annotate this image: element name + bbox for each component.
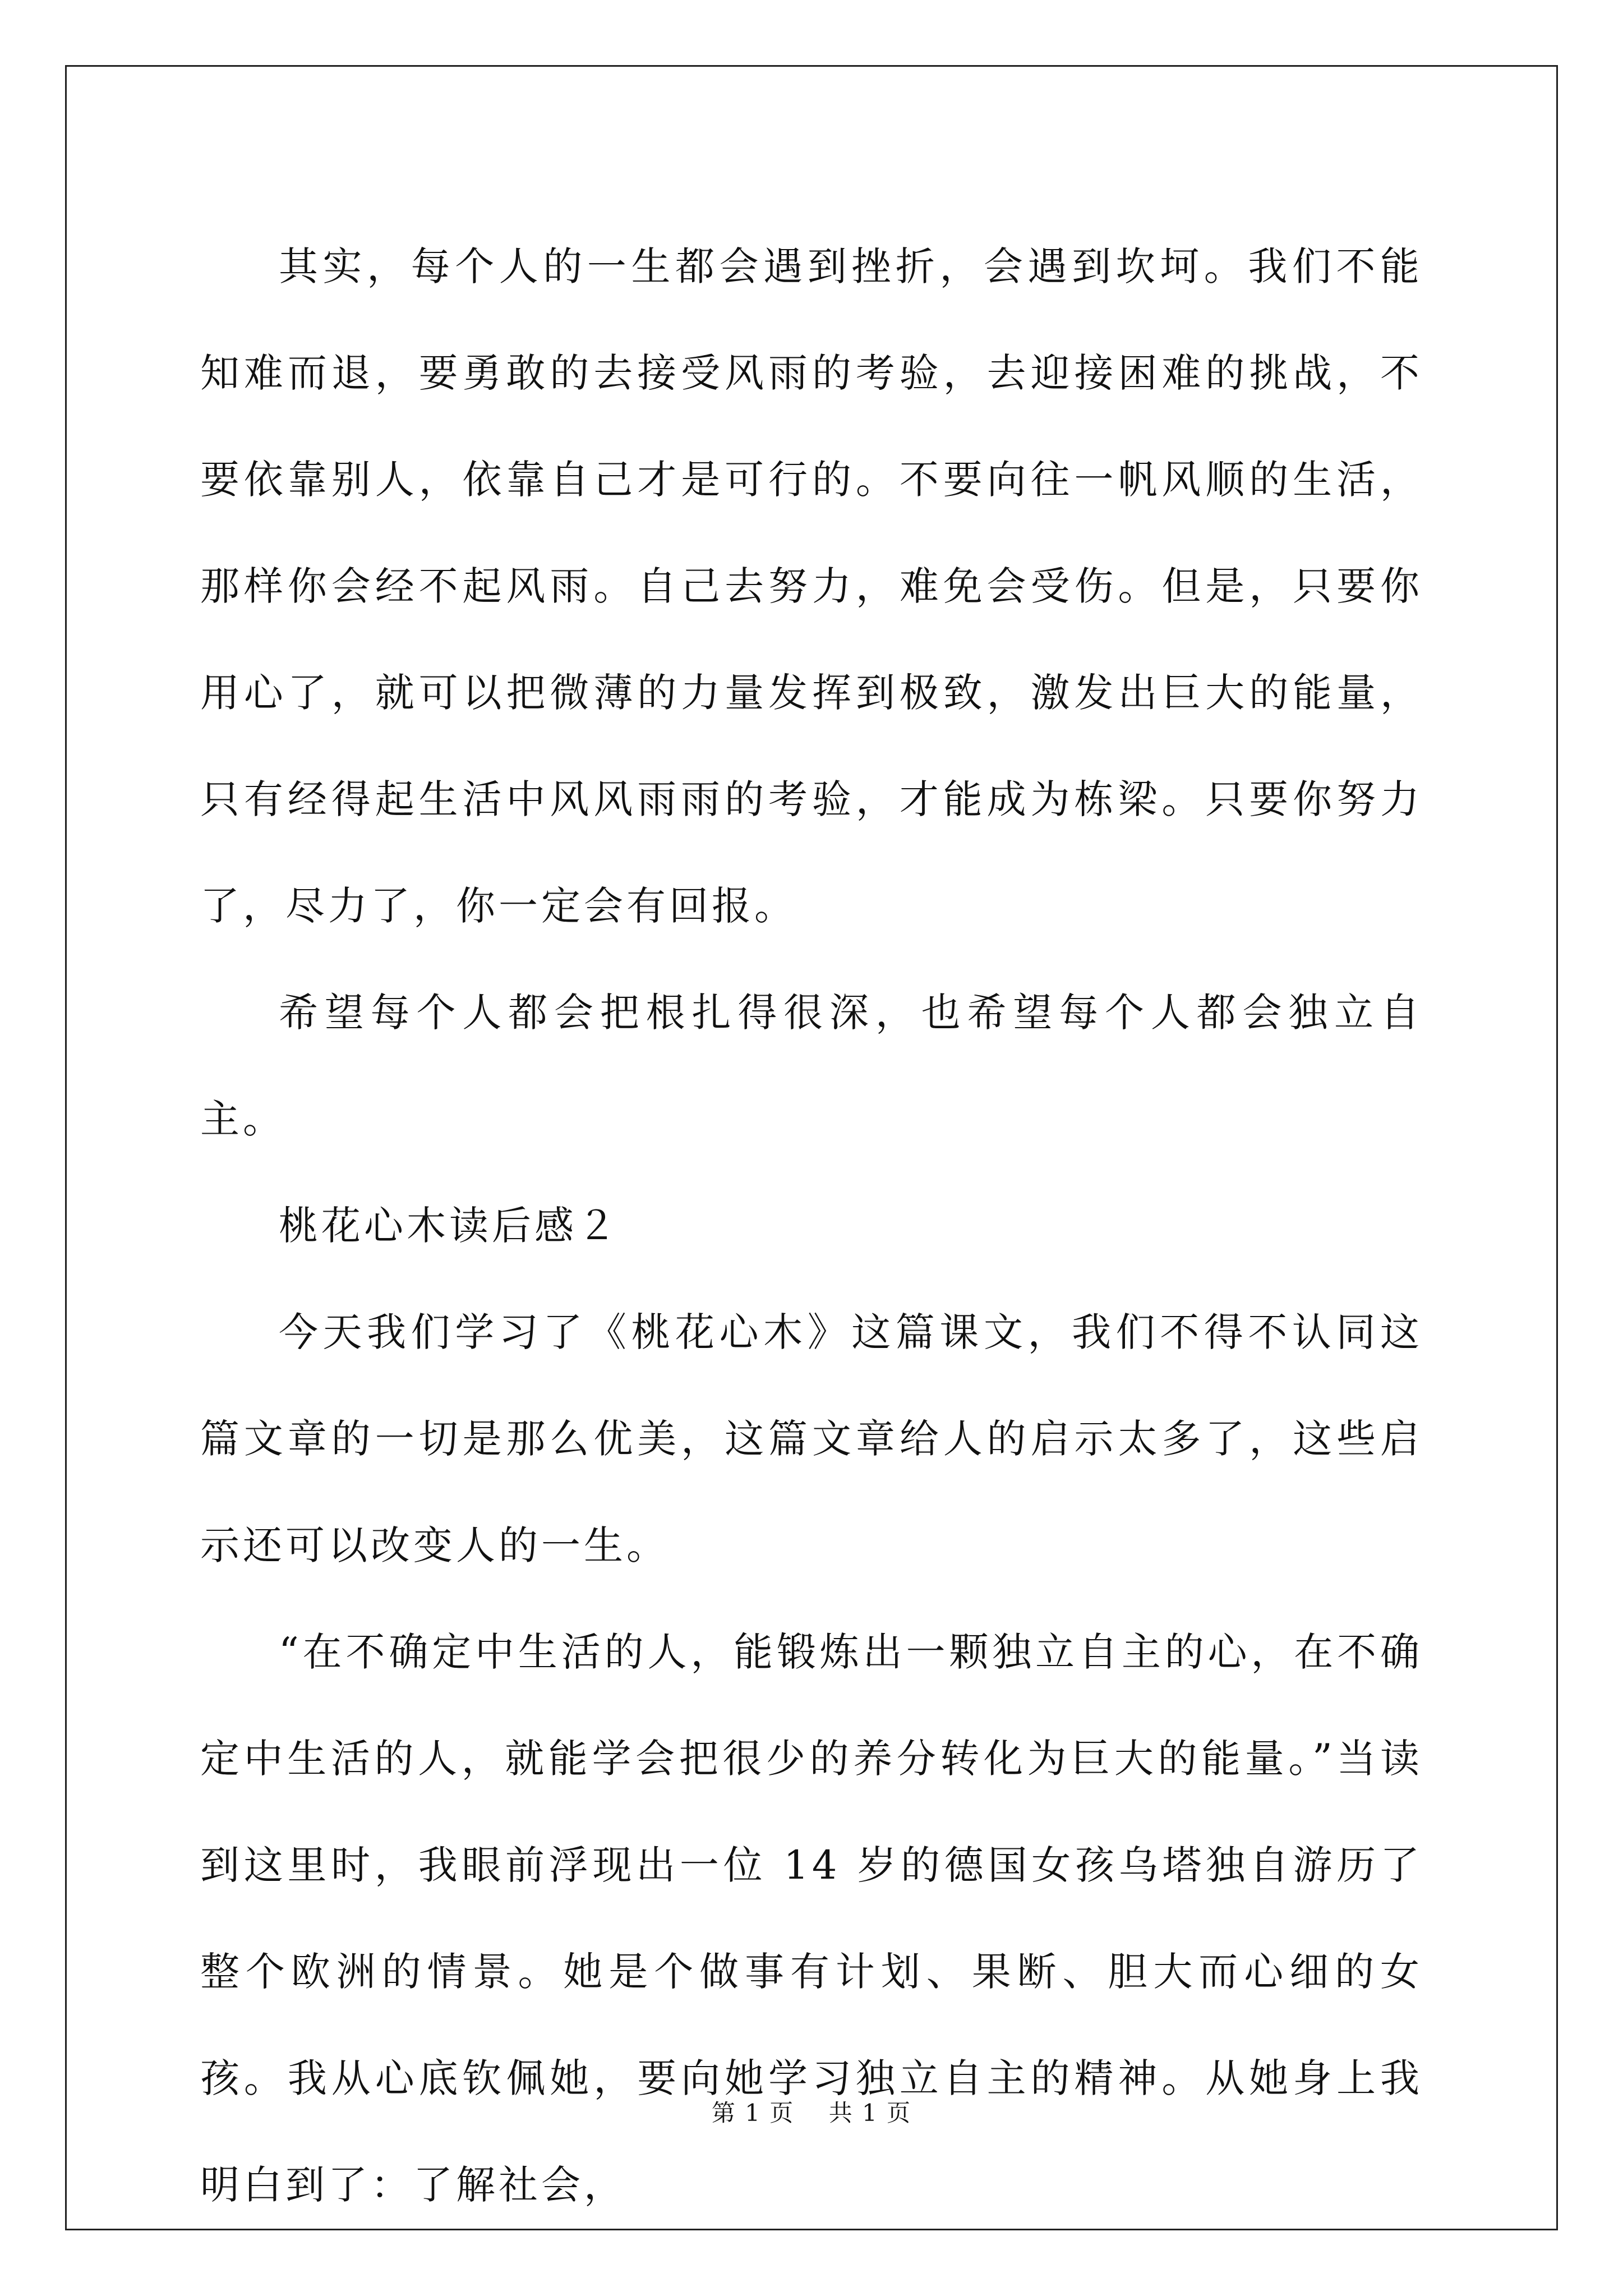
document-body — [200, 213, 1423, 2238]
page-number: 第 1 页 — [711, 2099, 795, 2127]
page-total: 共 1 页 — [828, 2099, 912, 2127]
page-footer — [0, 2099, 1623, 2127]
paragraph-1: 其实，每个人的一生都会遇到挫折，会遇到坎坷。我们不能知难而退，要勇敢的去接受风雨的考验，去迎接困难的挑战，不要依靠别人，依靠自己才是可行的。不要向往一帆风顺的生活，那样你会经不起风雨。自己去努力，难免会受伤。但是，只要你用心了，就可以把微薄的力量发挥到极致，激发出巨大的能量，只有经得起生活中风风雨雨的考验，才能成为栋梁。只要你努力了，尽力了，你一定会有回报。 — [200, 243, 1423, 929]
section-heading: 桃花心木读后感２ — [279, 1203, 620, 1249]
paragraph-2: 希望每个人都会把根扎得很深，也希望每个人都会独立自主。 — [200, 990, 1423, 1142]
paragraph-4: “在不确定中生活的人，能锻炼出一颗独立自主的心，在不确定中生活的人，就能学会把很少的养分转化为巨大的能量。”当读到这里时，我眼前浮现出一位 14 岁的德国女孩乌塔独自游历了整个欧洲的情景。她是个做事有计划、果断、胆大而心细的女孩。我从心底钦佩她，要向她学习独立自主的精神。从她身上我明白到了：了解社会， — [200, 1629, 1423, 2208]
paragraph-3: 今天我们学习了《桃花心木》这篇课文，我们不得不认同这篇文章的一切是那么优美，这篇文章给人的启示太多了，这些启示还可以改变人的一生。 — [200, 1309, 1423, 1568]
